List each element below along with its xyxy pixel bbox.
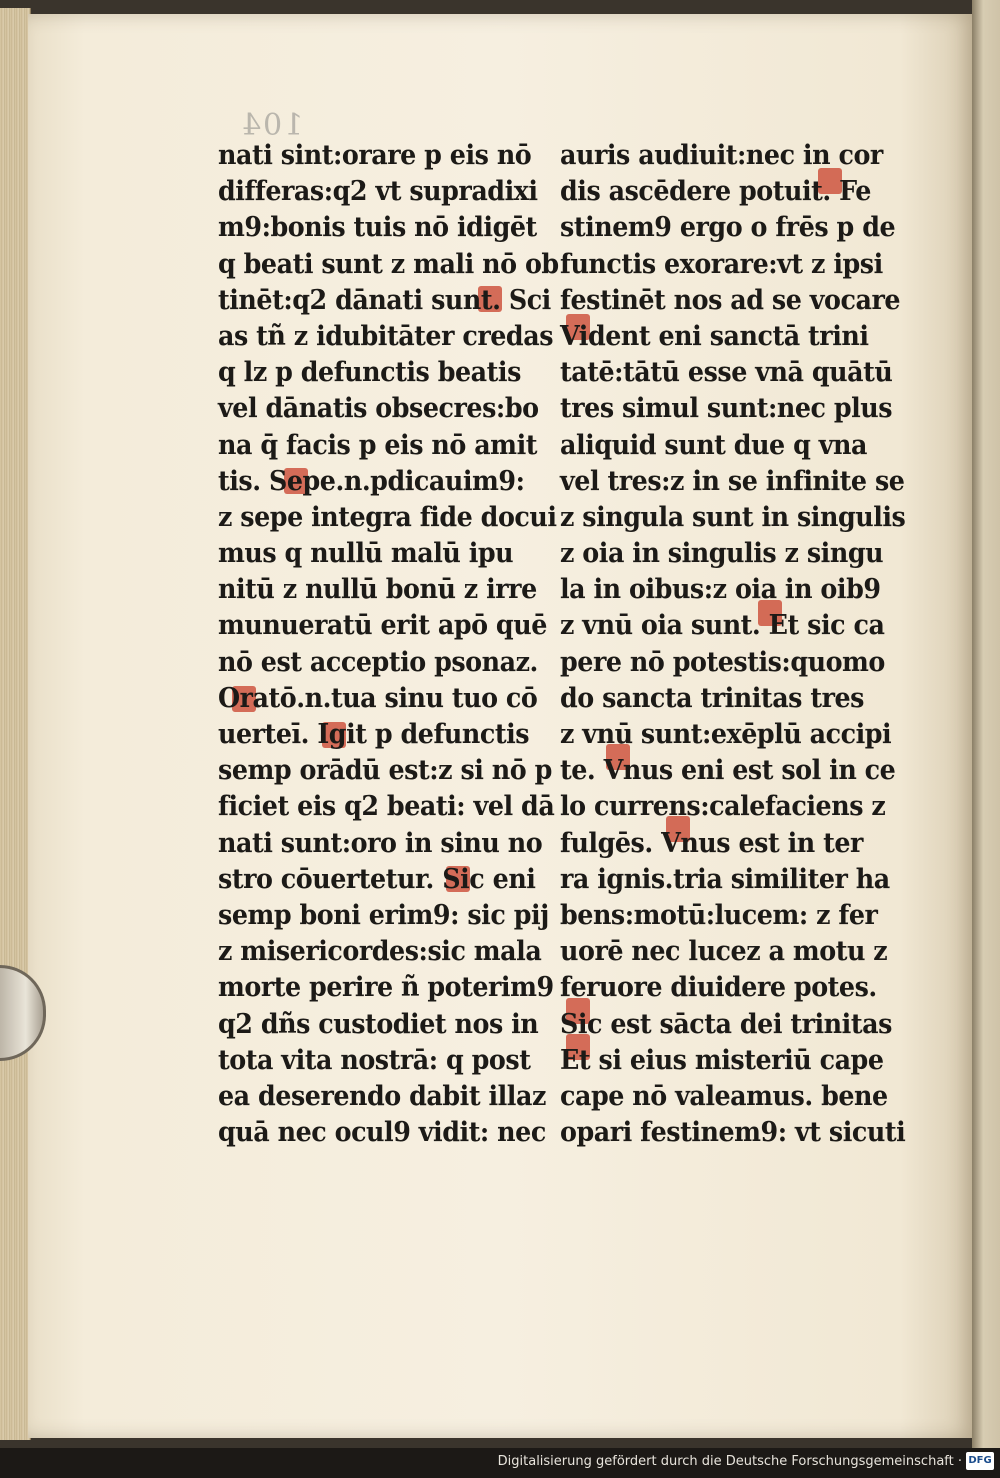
- text-line: Oratō.n.tua sinu tuo cō: [218, 682, 538, 714]
- text-line: uorē nec lucez a motu z: [560, 936, 888, 968]
- text-line: dis ascēdere potuit. Fe: [560, 176, 871, 208]
- text-line: ficiet eis q2 beati: vel dā: [218, 791, 555, 823]
- text-line: tis. Sepe.n.pdicauim9:: [218, 465, 525, 497]
- text-line: z vnū oia sunt. Et sic ca: [560, 610, 885, 642]
- text-line: stinem9 ergo o frēs p de: [560, 212, 896, 244]
- text-line: cape nō valeamus. bene: [560, 1080, 888, 1112]
- text-line: uerteī. Igit p defunctis: [218, 719, 530, 750]
- left-text-column: [218, 138, 559, 1151]
- text-line: do sancta trinitas tres: [560, 682, 865, 714]
- text-line: la in oibus:z oia in oib9: [560, 574, 881, 606]
- adjacent-page-edge: [972, 0, 1000, 1448]
- text-line: semp boni erim9: sic pij: [218, 899, 549, 931]
- text-line: ea deserendo dabit illaz: [218, 1080, 546, 1112]
- text-line: morte perire ñ poterim9: [218, 972, 554, 1004]
- text-line: nitū z nullū bonū z irre: [218, 574, 537, 606]
- text-line: nō est acceptio psonaz.: [218, 646, 538, 678]
- text-line: z oia in singulis z singu: [560, 538, 884, 570]
- text-line: z misericordes:sic mala: [218, 936, 542, 968]
- text-line: lo currens:calefaciens z: [560, 791, 886, 823]
- text-line: auris audiuit:nec in cor: [560, 140, 883, 171]
- digitization-credit: Digitalisierung gefördert durch die Deutsche Forschungsgemeinschaft ·: [497, 1454, 962, 1469]
- text-line: Et si eius misteriū cape: [560, 1044, 884, 1076]
- text-line: tatē:tātū esse vnā quātū: [560, 357, 893, 389]
- text-line: nati sint:orare p eis nō: [218, 140, 532, 171]
- text-line: z singula sunt in singulis: [560, 501, 906, 533]
- text-line: stro cōuertetur. Sic eni: [218, 863, 536, 895]
- folio-number: 104: [240, 108, 304, 143]
- text-line: vel dānatis obsecres:bo: [218, 393, 539, 425]
- text-line: quā nec ocul9 vidit: nec: [218, 1117, 546, 1149]
- dfg-logo: DFG: [966, 1452, 994, 1470]
- text-line: munueratū erit apō quē: [218, 610, 547, 642]
- text-line: semp orādū est:z si nō p: [218, 755, 552, 787]
- text-line: as tñ z idubitāter credas: [218, 320, 554, 352]
- text-line: aliquid sunt due q vna: [560, 429, 867, 461]
- text-line: z vnū sunt:exēplū accipi: [560, 719, 892, 750]
- text-line: differas:q2 vt supradixi: [218, 176, 538, 208]
- text-line: tinēt:q2 dānati sunt. Sci: [218, 284, 551, 316]
- text-line: z sepe integra fide docui: [218, 501, 557, 533]
- page-edges: [0, 8, 31, 1440]
- text-line: nati sunt:oro in sinu no: [218, 827, 543, 859]
- text-line: mus q nullū malū ipu: [218, 538, 514, 570]
- text-line: m9:bonis tuis nō idigēt: [218, 212, 537, 244]
- text-line: festinēt nos ad se vocare: [560, 284, 901, 316]
- text-line: feruore diuidere potes.: [560, 972, 877, 1004]
- right-text-column: [560, 138, 906, 1151]
- text-line: opari festinem9: vt sicuti: [560, 1117, 906, 1149]
- text-line: q beati sunt z mali nō ob: [218, 248, 559, 280]
- text-line: q lz p defunctis beatis: [218, 357, 521, 389]
- text-line: ra ignis.tria similiter ha: [560, 863, 890, 895]
- text-line: tres simul sunt:nec plus: [560, 393, 893, 425]
- text-line: vel tres:z in se infinite se: [560, 465, 905, 497]
- text-line: bens:motū:lucem: z fer: [560, 899, 878, 931]
- text-line: te. Vnus eni est sol in ce: [560, 755, 896, 787]
- text-line: functis exorare:vt z ipsi: [560, 248, 883, 280]
- text-line: pere nō potestis:quomo: [560, 646, 885, 678]
- text-line: Vident eni sanctā trini: [560, 320, 869, 352]
- text-line: fulgēs. Vnus est in ter: [560, 827, 863, 859]
- text-line: Sic est sācta dei trinitas: [560, 1008, 892, 1040]
- text-line: q2 dñs custodiet nos in: [218, 1008, 539, 1040]
- text-line: na q̄ facis p eis nō amit: [218, 429, 537, 461]
- text-line: tota vita nostrā: q post: [218, 1044, 531, 1076]
